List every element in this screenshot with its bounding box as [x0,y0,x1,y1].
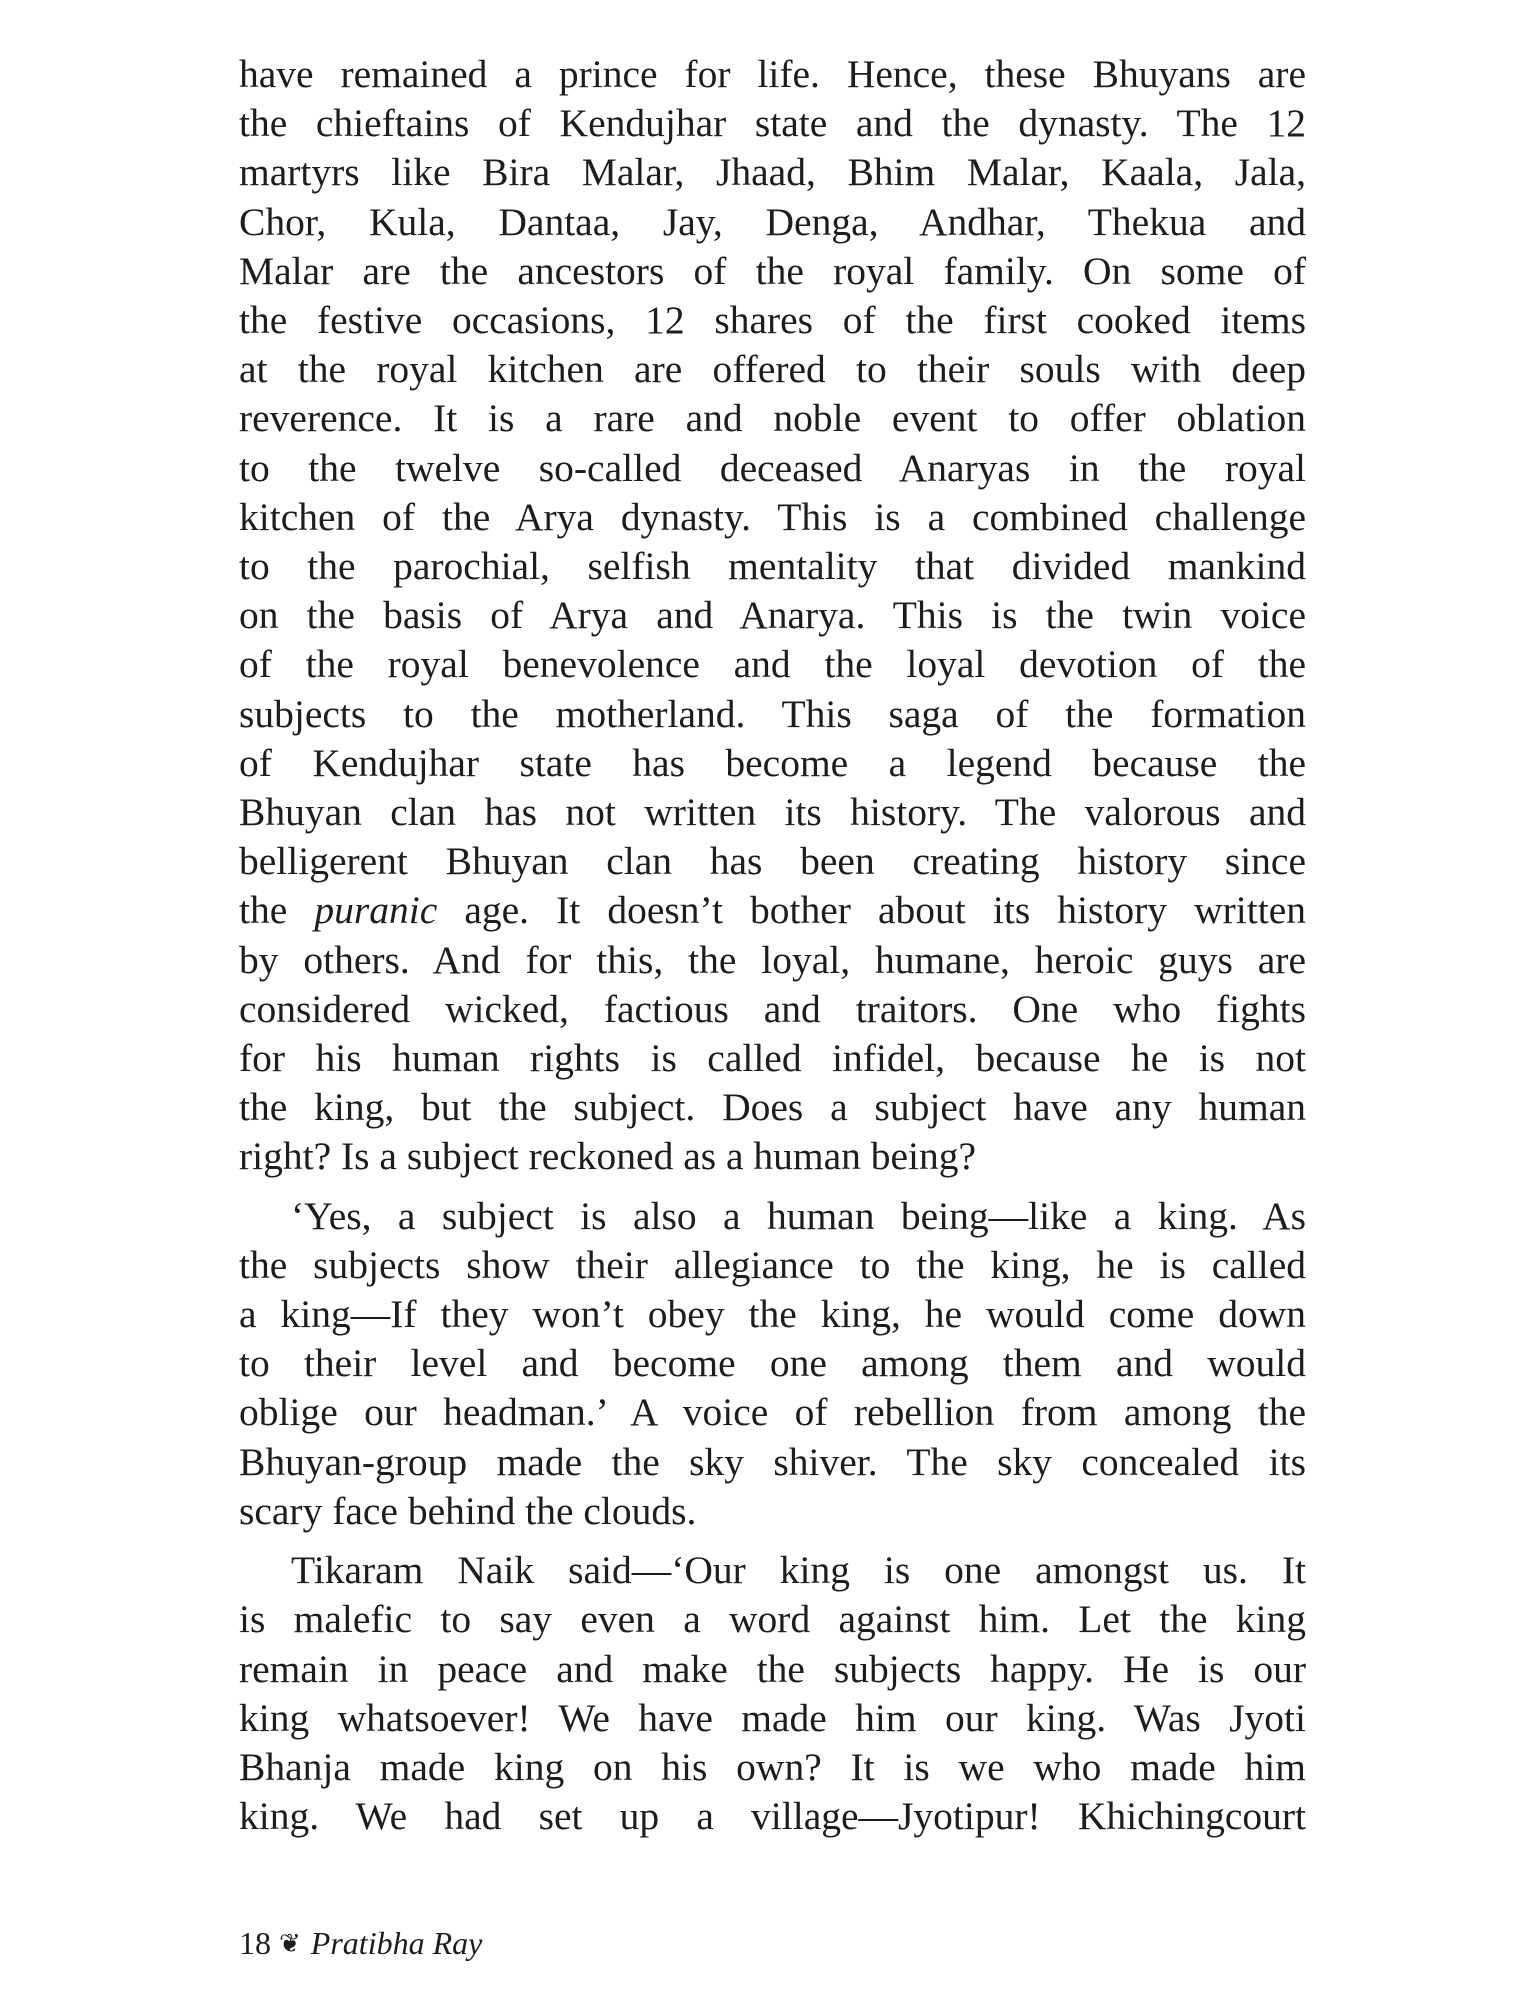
paragraph-2 [239,1192,1306,1536]
text-run: ‘Yes, a subject is also a human being—like a king. As [291,1193,1306,1238]
text-line: Chor, Kula, Dantaa, Jay, Denga, Andhar, Thekua and [239,199,1306,244]
text-line-last: right? Is a subject reckoned as a human being? [239,1134,977,1179]
text-line: subjects to the motherland. This saga of the formation [239,691,1306,736]
text-line: a king—If they won’t obey the king, he would come down [239,1292,1306,1337]
text-line: of the royal benevolence and the loyal devotion of the [239,642,1306,687]
paragraph-3 [239,1546,1306,1841]
body-text [239,50,1306,1841]
page-number: 18 [239,1925,271,1961]
text-line: Bhuyan clan has not written its history. The valorous and [239,790,1306,835]
text-line: king whatsoever! We have made him our king. Was Jyoti [239,1695,1306,1740]
text-line: the subjects show their allegiance to the king, he is called [239,1242,1306,1287]
text-line: the chieftains of Kendujhar state and the dynasty. The 12 [239,101,1306,146]
text-run: the [239,888,315,933]
text-line: Bhuyan-group made the sky shiver. The sky concealed its [239,1439,1306,1484]
text-line: considered wicked, factious and traitors. One who fights [239,986,1306,1031]
text-line: for his human rights is called infidel, because he is not [239,1036,1306,1081]
text-line: Malar are the ancestors of the royal family. On some of [239,248,1306,293]
text-line-indented [239,1192,1306,1241]
text-line: kitchen of the Arya dynasty. This is a combined challenge [239,494,1306,539]
text-line: the king, but the subject. Does a subject have any human [239,1085,1306,1130]
text-line: martyrs like Bira Malar, Jhaad, Bhim Malar, Kaala, Jala, [239,150,1306,195]
text-run: age. It doesn’t bother about its history written [437,888,1306,933]
text-line: to the twelve so-called deceased Anaryas in the royal [239,445,1306,490]
running-footer-author: Pratibha Ray [310,1925,483,1961]
text-line: at the royal kitchen are offered to their souls with deep [239,347,1306,392]
text-line: remain in peace and make the subjects happy. He is our [239,1646,1306,1691]
italic-term: puranic [314,888,438,933]
text-line: belligerent Bhuyan clan has been creating history since [239,839,1306,884]
fleuron-icon: ❦ [279,1929,301,1958]
page-footer [239,1923,482,1964]
text-line: to the parochial, selfish mentality that divided mankind [239,544,1306,589]
text-line: reverence. It is a rare and noble event to offer oblation [239,396,1306,441]
text-line-indented [239,1546,1306,1595]
text-line: on the basis of Arya and Anarya. This is the twin voice [239,593,1306,638]
text-line-puranic [239,886,1306,935]
text-line: of Kendujhar state has become a legend because the [239,740,1306,785]
paragraph-1 [239,50,1306,1182]
text-line: Bhanja made king on his own? It is we who made him [239,1744,1306,1789]
text-line: king. We had set up a village—Jyotipur! Khichingcourt [239,1794,1306,1839]
text-line-last: scary face behind the clouds. [239,1488,697,1533]
text-line: is malefic to say even a word against him. Let the king [239,1597,1306,1642]
text-line: have remained a prince for life. Hence, these Bhuyans are [239,52,1306,96]
text-line: by others. And for this, the loyal, humane, heroic guys are [239,937,1306,982]
text-line: to their level and become one among them and would [239,1341,1306,1386]
text-line: the festive occasions, 12 shares of the first cooked items [239,298,1306,343]
text-run: Tikaram Naik said—‘Our king is one amongst us. It [291,1548,1306,1593]
text-line: oblige our headman.’ A voice of rebellion from among the [239,1390,1306,1435]
